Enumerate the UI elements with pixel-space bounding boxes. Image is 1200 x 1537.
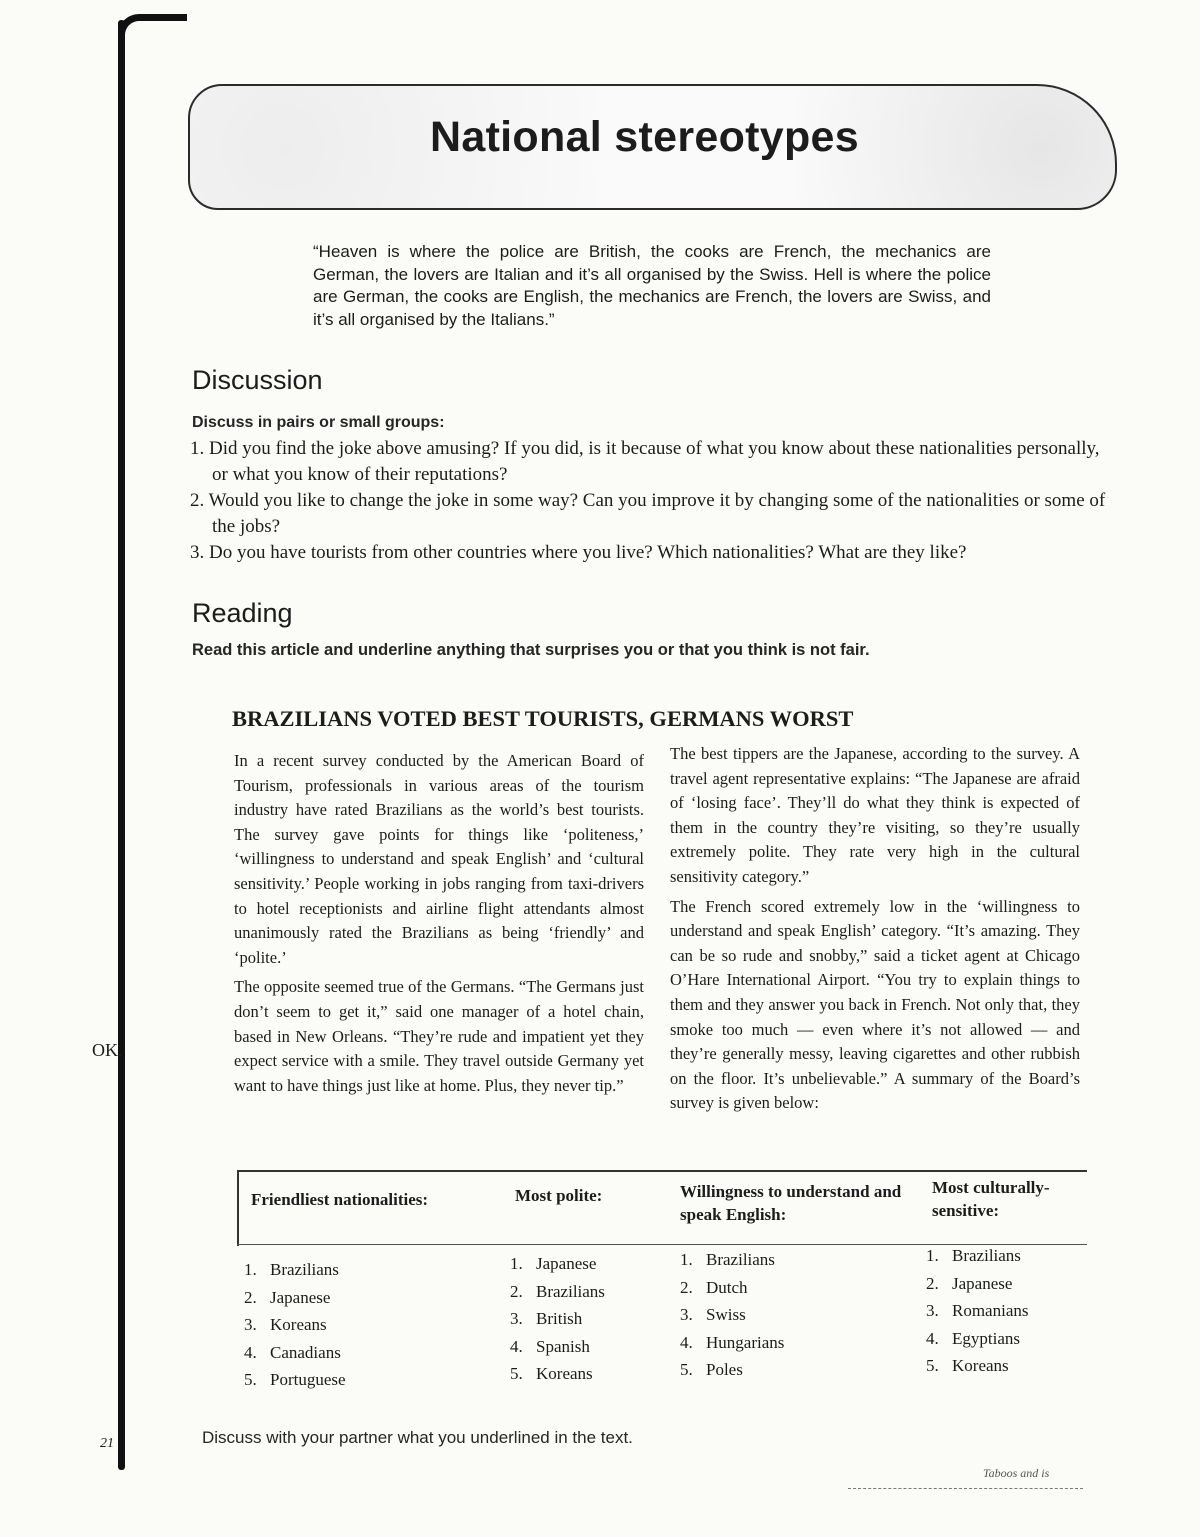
survey-table-top-rule xyxy=(237,1170,1087,1172)
list-item: 3. Koreans xyxy=(244,1315,327,1334)
survey-header-friendliest: Friendliest nationalities: xyxy=(251,1190,429,1209)
discussion-questions xyxy=(190,436,1110,566)
list-item: 4. Egyptians xyxy=(926,1328,1020,1348)
page-number: 21 xyxy=(100,1436,114,1451)
list-item: 4. Hungarians xyxy=(680,1332,785,1352)
binding-line xyxy=(118,20,125,1470)
list-item: 1. Japanese xyxy=(510,1254,597,1273)
list-item: 5. Poles xyxy=(680,1360,743,1379)
article-headline: BRAZILIANS VOTED BEST TOURISTS, GERMANS WORST xyxy=(232,706,854,731)
list-item: 4. Spanish xyxy=(510,1336,590,1356)
survey-list-friendliest xyxy=(244,1256,346,1394)
question-item: 2. Would you like to change the joke in some way? Can you improve it by changing some of the nationalities or some of the jobs? xyxy=(190,490,1106,537)
opening-quote: “Heaven is where the police are British, the cooks are French, the mechanics are German, the lovers are Italian and it’s all organised by the Swiss. Hell is where the police are German, the cooks are English, the mechanics are French, the lovers are Swiss, and it’s all organised by the Italians.” xyxy=(313,242,991,329)
page-title: National stereotypes xyxy=(430,113,859,161)
list-item: 5. Koreans xyxy=(926,1356,1009,1375)
list-item: 3. British xyxy=(510,1309,583,1328)
list-item: 2. Dutch xyxy=(680,1277,748,1297)
survey-header-cultural: Most culturally-sensitive: xyxy=(932,1178,1050,1220)
closing-instruction: Discuss with your partner what you underlined in the text. xyxy=(202,1428,633,1447)
reading-heading: Reading xyxy=(192,598,293,628)
list-item: 3. Romanians xyxy=(926,1301,1029,1320)
binding-hook xyxy=(118,14,187,35)
list-item: 1. Brazilians xyxy=(244,1260,339,1279)
article-paragraph: The best tippers are the Japanese, according to the survey. A travel agent representative explains: “The Japanese are afraid of ‘losing face’. They’ll do what they think is expected of them in the country they’re visiting, so they’re usually extremely polite. They rate very high in the cultural sensitivity category.” xyxy=(670,744,1080,886)
survey-list-english xyxy=(680,1246,784,1384)
list-item: 5. Koreans xyxy=(510,1364,593,1383)
list-item: 1. Brazilians xyxy=(926,1246,1021,1265)
article-paragraph: In a recent survey conducted by the American Board of Tourism, professionals in various areas of the tourism industry have rated Brazilians as the world’s best tourists. The survey gave points for things like ‘politeness,’ ‘willingness to understand and speak English’ and ‘cultural sensitivity.’ People working in jobs ranging from taxi-drivers to hotel receptionists and airline flight attendants almost unanimously rated the Brazilians as being ‘friendly’ and ‘polite.’ xyxy=(234,751,644,967)
survey-header-polite: Most polite: xyxy=(515,1186,603,1205)
survey-list-polite xyxy=(510,1250,605,1388)
next-page-hint: Taboos and is xyxy=(983,1466,1050,1480)
discussion-instruction: Discuss in pairs or small groups: xyxy=(192,414,445,431)
footer-rule xyxy=(848,1488,1083,1490)
article-column-right xyxy=(670,742,1080,1121)
list-item: 2. Japanese xyxy=(244,1287,331,1307)
list-item: 2. Brazilians xyxy=(510,1281,605,1301)
reading-instruction: Read this article and underline anything that surprises you or that you think is not fair. xyxy=(192,641,870,659)
question-item: 1. Did you find the joke above amusing? If you did, is it because of what you know about these nationalities personally, or what you know of their reputations? xyxy=(190,438,1100,485)
survey-table-left-rule xyxy=(237,1170,239,1246)
article-column-left xyxy=(234,749,644,1103)
list-item: 3. Swiss xyxy=(680,1305,746,1324)
survey-header-english: Willingness to understand and speak English: xyxy=(680,1182,902,1224)
list-item: 5. Portuguese xyxy=(244,1370,346,1389)
list-item: 2. Japanese xyxy=(926,1273,1013,1293)
discussion-heading: Discussion xyxy=(192,365,323,395)
margin-mark: OK. xyxy=(92,1040,123,1060)
question-item: 3. Do you have tourists from other countries where you live? Which nationalities? What are they like? xyxy=(190,542,967,563)
list-item: 4. Canadians xyxy=(244,1342,341,1362)
survey-list-cultural xyxy=(926,1242,1029,1380)
article-paragraph: The opposite seemed true of the Germans. “The Germans just don’t seem to get it,” said one manager of a hotel chain, based in New Orleans. “They’re rude and impatient yet they expect service with a smile. They travel outside Germany yet want to have things just like at home. Plus, they never tip.” xyxy=(234,977,644,1095)
article-paragraph: The French scored extremely low in the ‘willingness to understand and speak English’ category. “It’s amazing. They can be so rude and snobby,” said a ticket agent at Chicago O’Hare International Airport. “You try to explain things to them and they answer you back in French. Not only that, they smoke too much — even where it’s not allowed — and they’re generally messy, leaving cigarettes and other rubbish on the floor. It’s unbelievable.” A summary of the Board’s survey is given below: xyxy=(670,896,1080,1113)
list-item: 1. Brazilians xyxy=(680,1250,775,1269)
